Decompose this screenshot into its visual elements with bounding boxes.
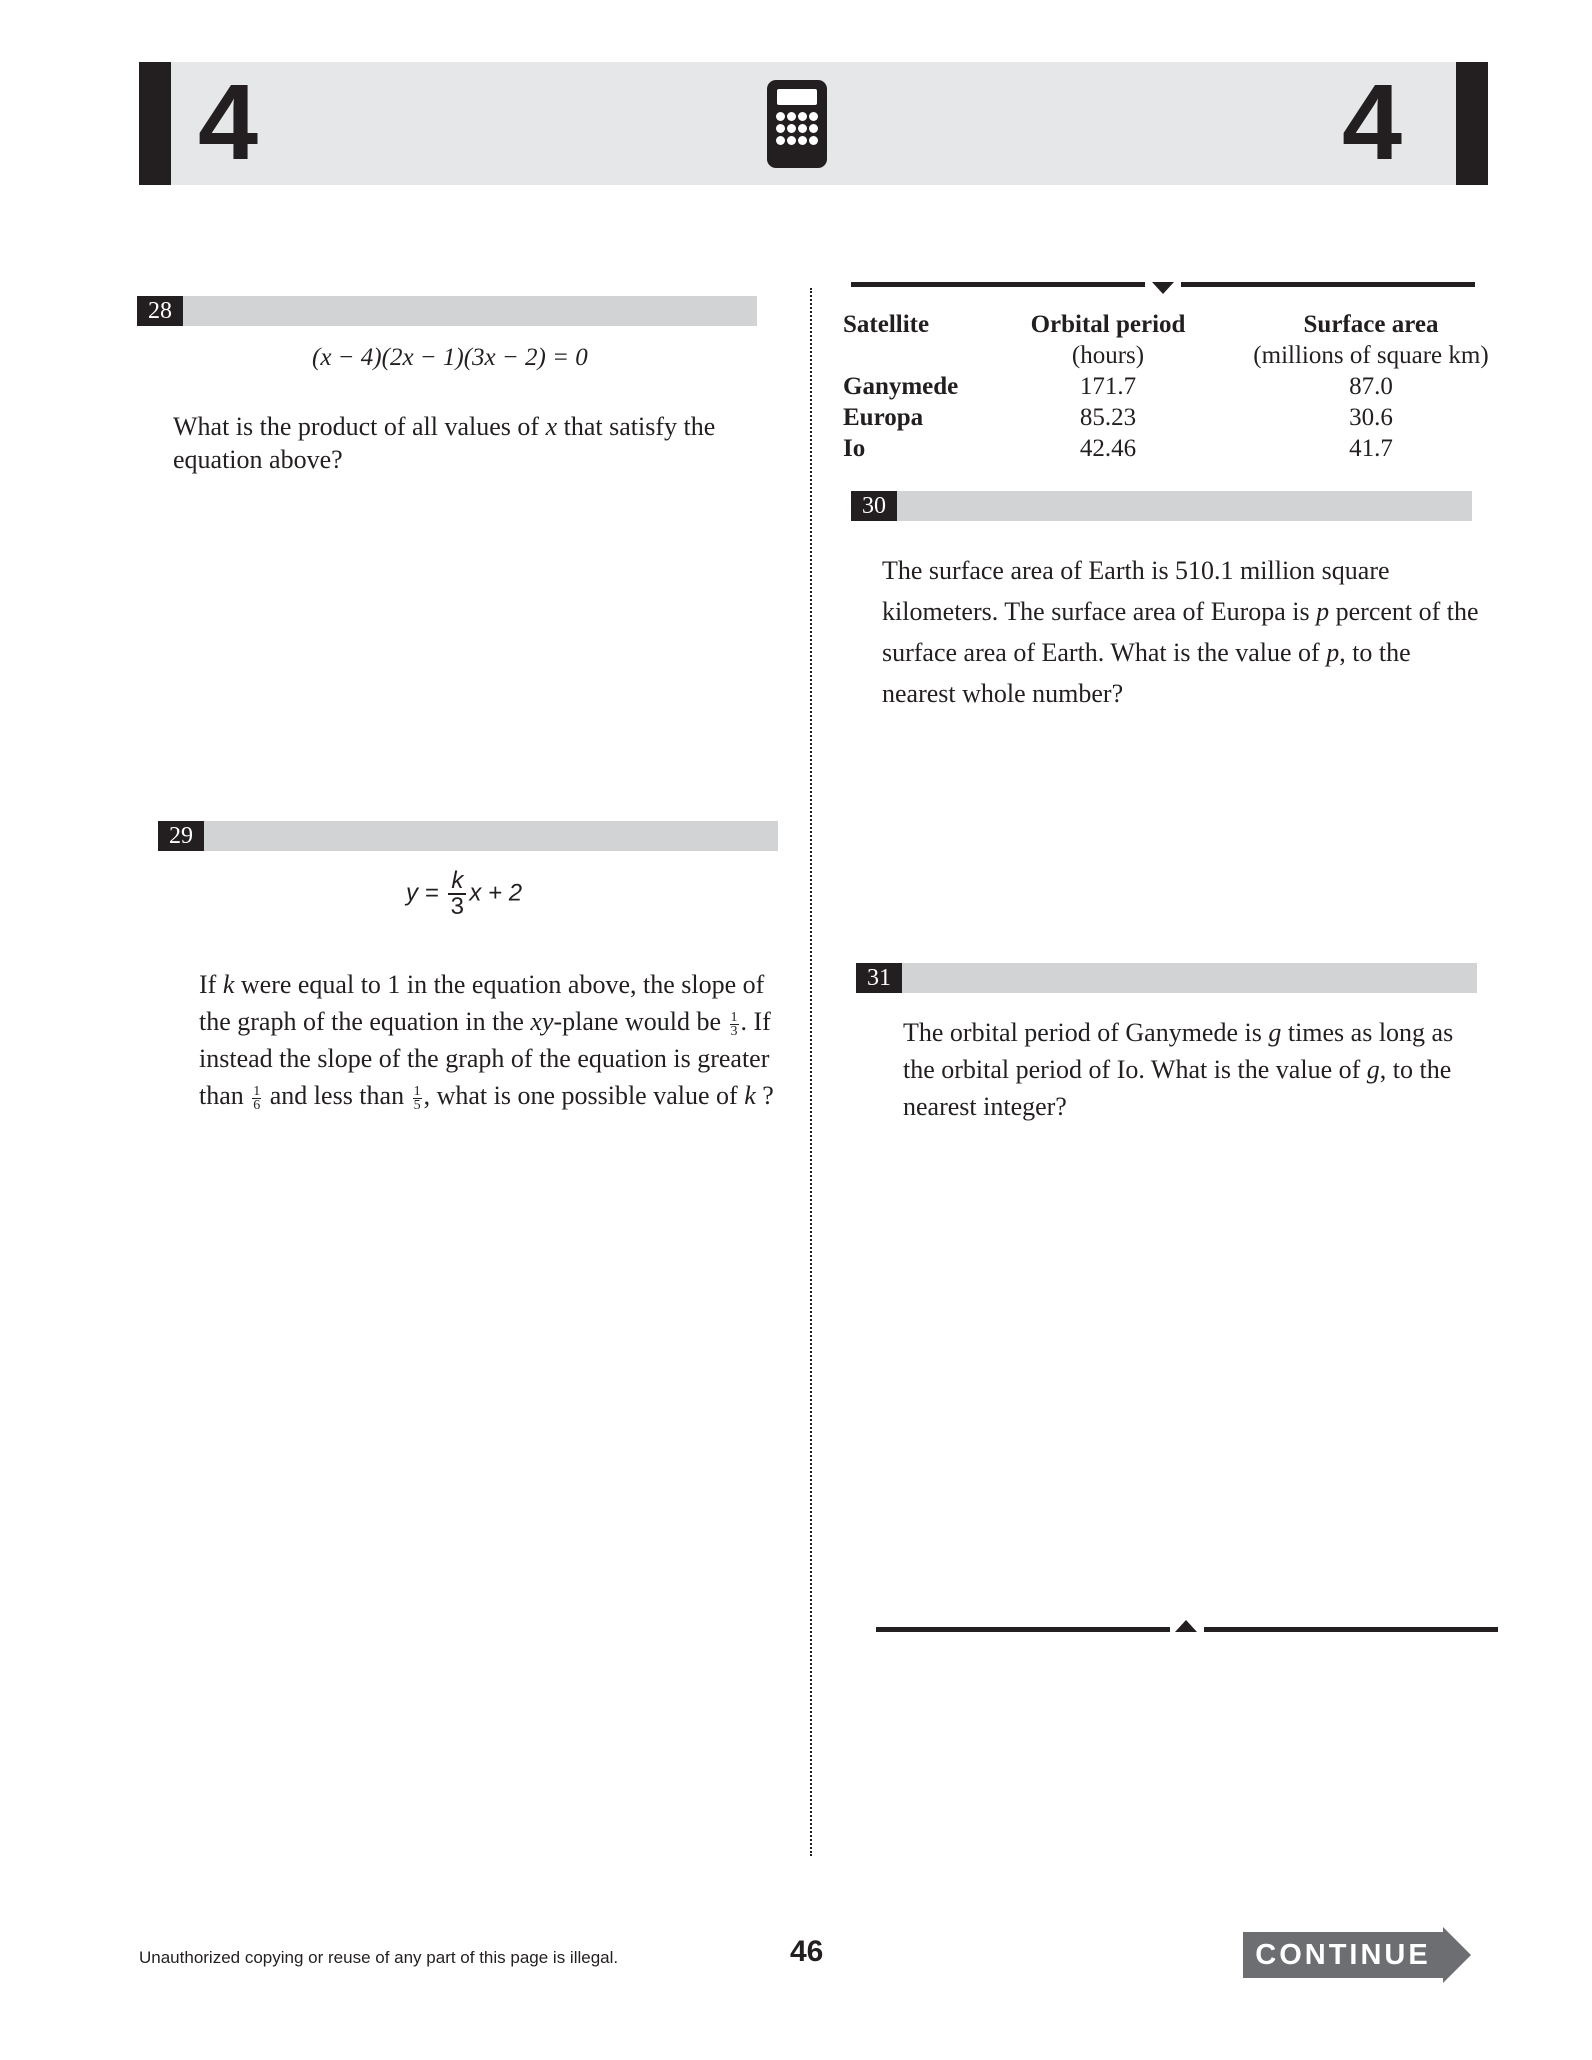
header-surface-area: Surface area: [1303, 311, 1439, 338]
question-30-text: The surface area of Earth is 510.1 million square kilometers. The surface area of Europa is p percent of the surface area of Earth. What is the value of p, to the nearest whole number?: [882, 556, 1479, 708]
header-satellite: Satellite: [843, 311, 930, 338]
copyright-notice: Unauthorized copying or reuse of any part of this page is illegal.: [139, 1948, 619, 1967]
table-top-rule-left: [851, 282, 1145, 287]
question-28-bar: [137, 296, 757, 326]
fraction-one-fifth: $\frac{1}{5}$: [413, 1083, 421, 1113]
row-ganymede-name: Ganymede: [843, 373, 959, 400]
question-number: 29: [158, 821, 204, 851]
row-europa-period: 85.23: [1079, 404, 1137, 431]
column-divider: [810, 288, 812, 1856]
continue-arrow-icon[interactable]: [1443, 1927, 1471, 1983]
question-31-text: The orbital period of Ganymede is g times as long as the orbital period of Io. What is the value of g, to the nearest integer?: [903, 1018, 1454, 1121]
question-29-text: If k were equal to 1 in the equation above, the slope of the graph of the equation in the xy-plane would be $\frac{1}{3}$ . If instead the slope of the graph of the equation is greater than $\frac{1}{6}$ and less than $\frac{1}{5}$ , what is one possible value of k ?: [199, 970, 774, 1113]
fraction-one-sixth: $\frac{1}{6}$: [253, 1083, 261, 1113]
question-28-text: What is the product of all values of x that satisfy the equation above?: [173, 412, 716, 474]
row-io-period: 42.46: [1079, 435, 1137, 462]
question-number: 30: [851, 491, 897, 521]
question-number: 28: [137, 296, 183, 326]
fraction-one-third: $\frac{1}{3}$: [730, 1009, 738, 1039]
page-number: 46: [790, 1935, 824, 1968]
row-ganymede-area: 87.0: [1349, 373, 1393, 400]
table-bottom-rule-right: [1204, 1627, 1498, 1632]
header-orbital-period-unit: (hours): [1071, 342, 1145, 369]
up-arrow-icon: [1175, 1620, 1197, 1632]
continue-button[interactable]: CONTINUE: [1243, 1932, 1443, 1978]
header-surface-area-unit: (millions of square km): [1253, 342, 1489, 369]
section-number-left: 4: [198, 61, 259, 182]
question-29-equation: y = $\frac{k}{3}$ x + 2: [406, 867, 523, 920]
header-right-bar: [1456, 62, 1488, 185]
table-top-rule-right: [1181, 282, 1475, 287]
question-29-bar: [158, 821, 778, 851]
question-30-bar: [851, 491, 1472, 521]
header-orbital-period: Orbital period: [1030, 311, 1186, 338]
question-31-bar: [856, 963, 1477, 993]
row-europa-area: 30.6: [1349, 404, 1393, 431]
question-number: 31: [856, 963, 902, 993]
header-left-bar: [139, 62, 171, 185]
row-ganymede-period: 171.7: [1079, 373, 1137, 400]
calculator-icon: [767, 80, 827, 168]
section-number-right: 4: [1342, 61, 1403, 182]
question-28-equation: (x − 4)(2x − 1)(3x − 2) = 0: [312, 344, 588, 371]
row-io-name: Io: [843, 435, 866, 462]
row-europa-name: Europa: [843, 404, 924, 431]
row-io-area: 41.7: [1349, 435, 1393, 462]
table-bottom-rule-left: [876, 1627, 1170, 1632]
down-arrow-icon: [1152, 282, 1174, 294]
